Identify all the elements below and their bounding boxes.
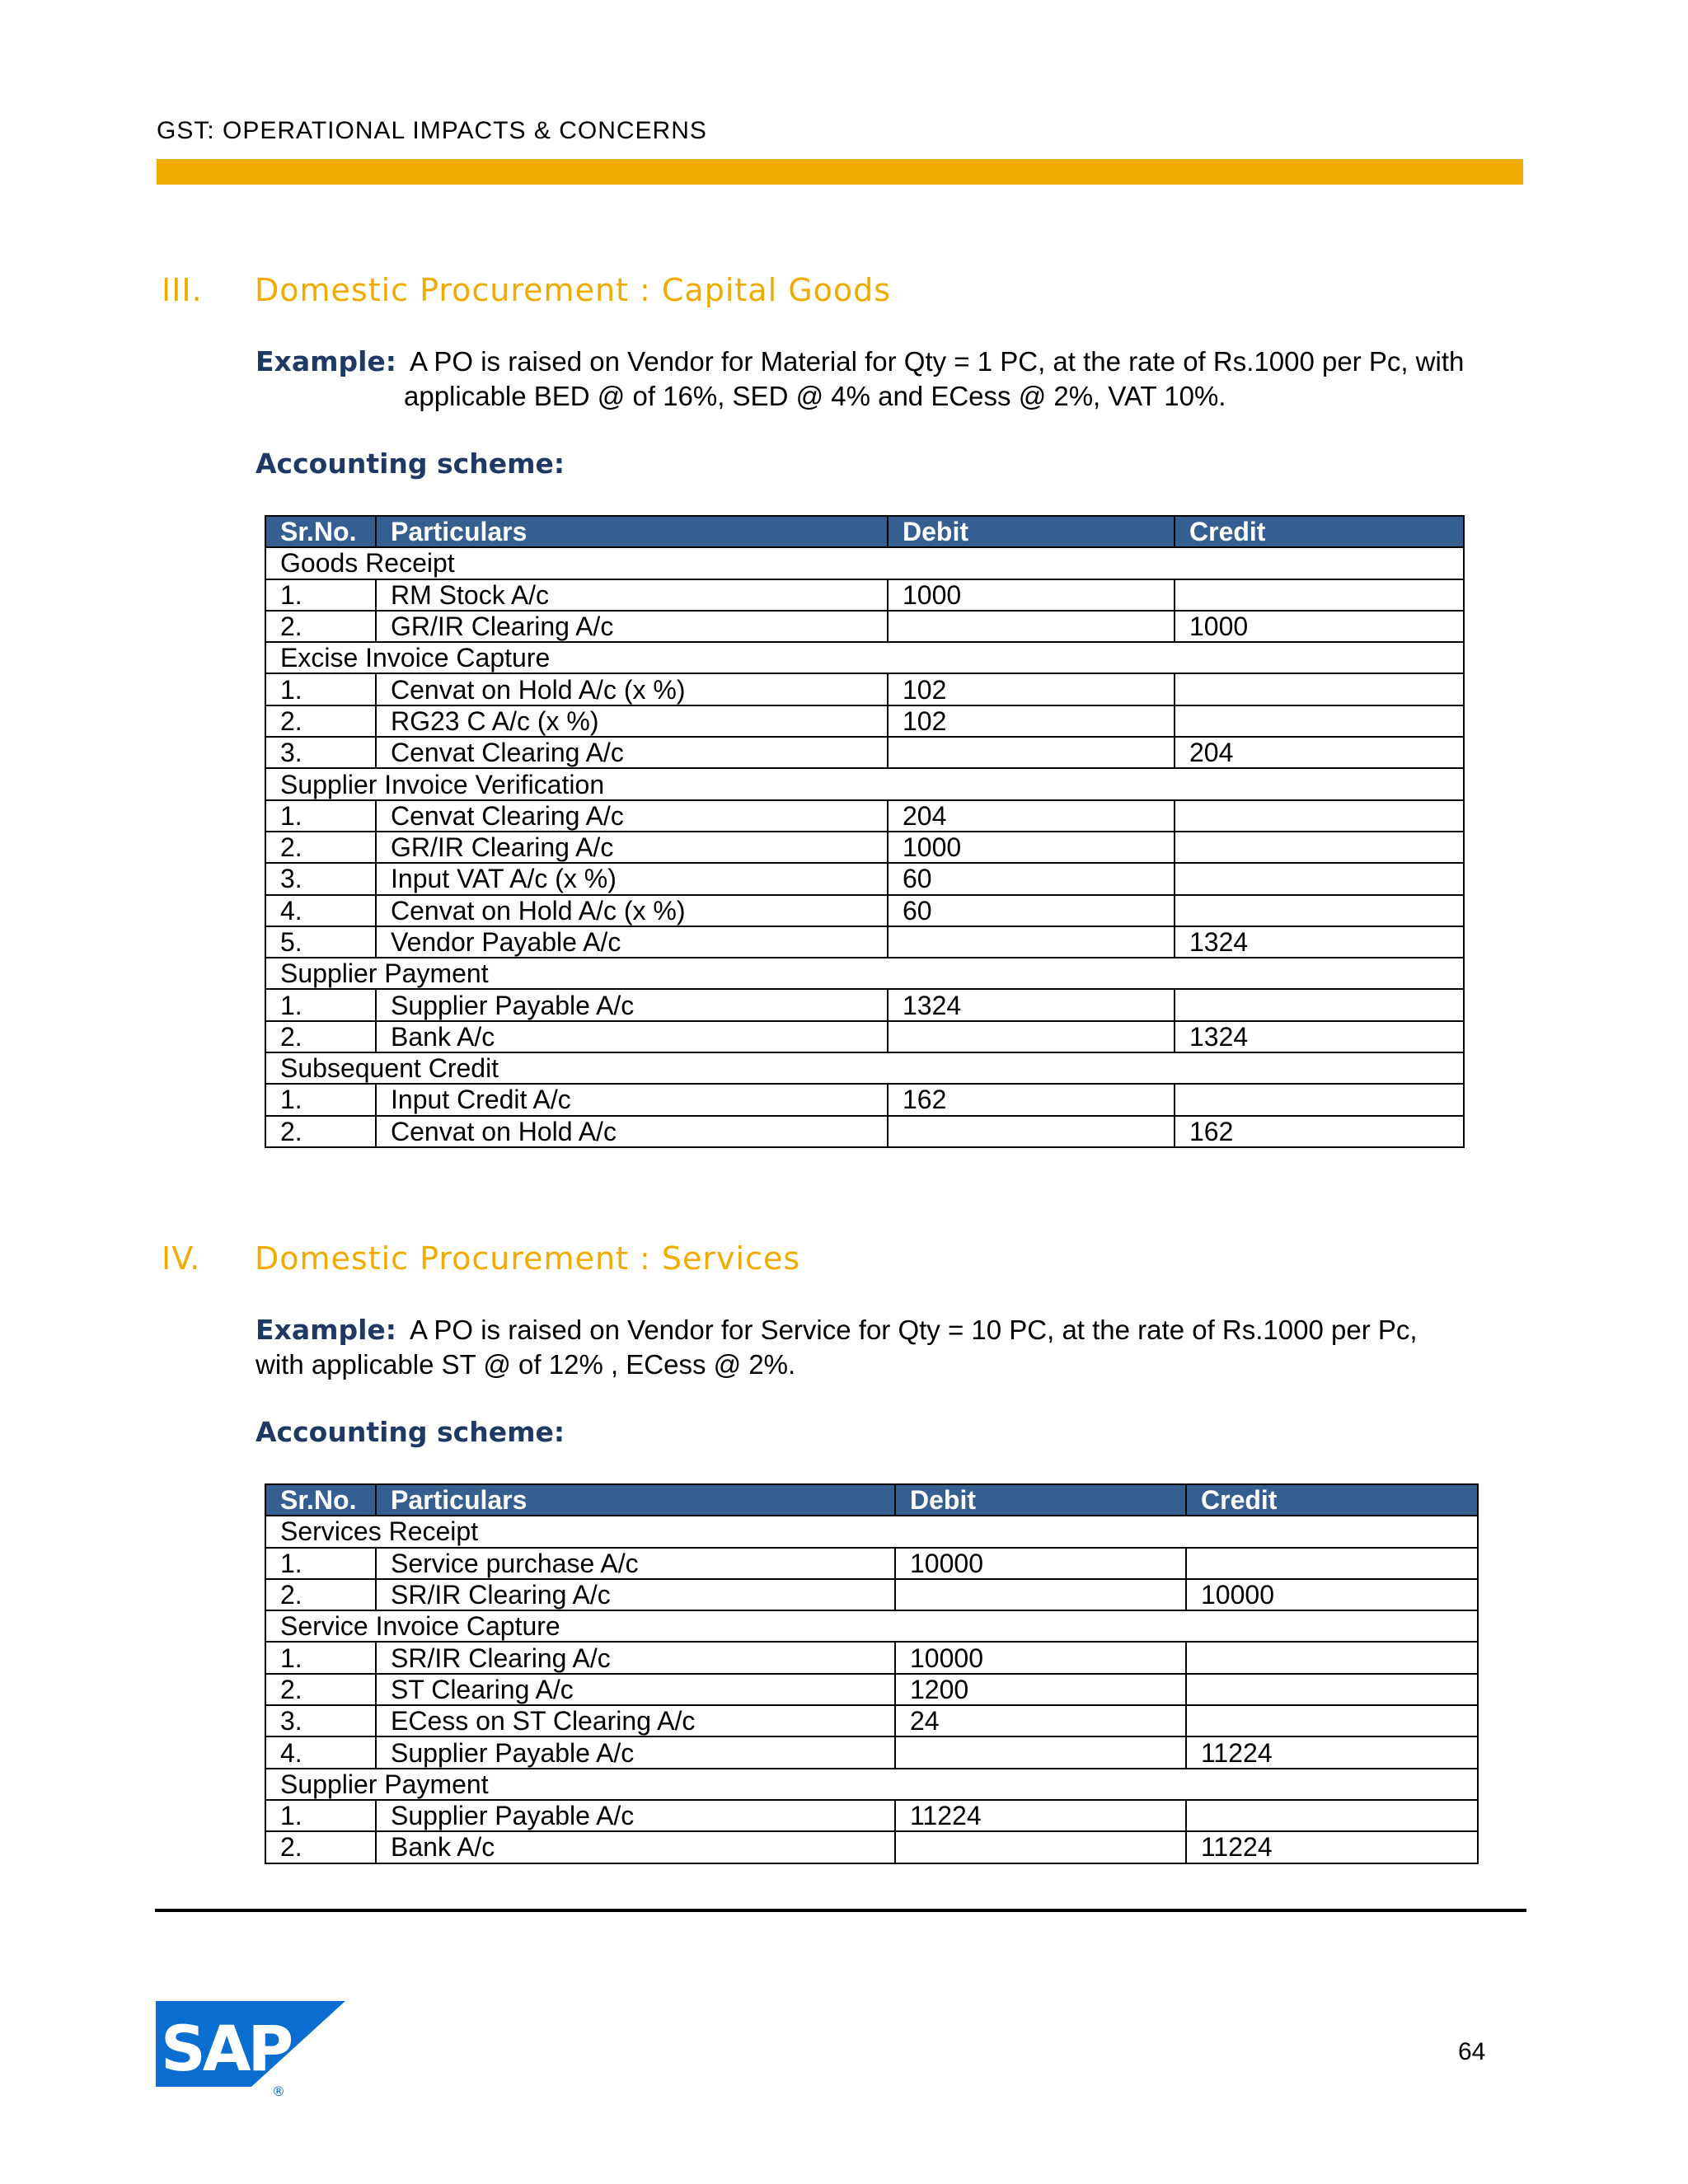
table-row: [265, 705, 1464, 737]
cell-sr-no: 1.: [265, 673, 376, 705]
table-group-row: [265, 1052, 1464, 1084]
cell-credit: [1186, 1800, 1478, 1831]
table-row: [265, 579, 1464, 611]
cell-particulars: Cenvat Clearing A/c: [376, 800, 888, 832]
cell-credit: 162: [1175, 1116, 1464, 1147]
cell-sr-no: 2.: [265, 611, 376, 642]
cell-credit: 11224: [1186, 1736, 1478, 1768]
table-row: [265, 1116, 1464, 1147]
cell-debit: [888, 926, 1175, 958]
cell-debit: 60: [888, 895, 1175, 926]
footer-rule: [155, 1909, 1526, 1912]
cell-particulars: Vendor Payable A/c: [376, 926, 888, 958]
cell-credit: [1186, 1674, 1478, 1705]
accounting-scheme-label: Accounting scheme:: [256, 1416, 565, 1448]
cell-credit: 10000: [1186, 1579, 1478, 1610]
cell-credit: [1175, 579, 1464, 611]
cell-debit: [895, 1831, 1186, 1863]
table-header-row: [265, 1484, 1478, 1516]
group-label: Supplier Payment: [265, 1769, 1478, 1800]
cell-debit: 60: [888, 863, 1175, 894]
accounting-table-services: [265, 1483, 1479, 1864]
cell-credit: [1186, 1548, 1478, 1579]
cell-sr-no: 5.: [265, 926, 376, 958]
table-row: [265, 1705, 1478, 1736]
group-label: Supplier Payment: [265, 958, 1464, 989]
table-row: [265, 737, 1464, 768]
table-header-row: [265, 516, 1464, 547]
sap-logo: [156, 2001, 345, 2097]
section-title: Domestic Procurement : Services: [255, 1240, 801, 1277]
table-group-row: [265, 642, 1464, 673]
section-number: IV.: [162, 1240, 201, 1277]
cell-particulars: Bank A/c: [376, 1021, 888, 1052]
table-row: [265, 989, 1464, 1020]
cell-debit: 1000: [888, 832, 1175, 863]
cell-debit: 1200: [895, 1674, 1186, 1705]
cell-particulars: SR/IR Clearing A/c: [376, 1579, 895, 1610]
cell-credit: [1186, 1642, 1478, 1673]
example-label: Example:: [256, 345, 396, 377]
cell-particulars: ECess on ST Clearing A/c: [376, 1705, 895, 1736]
cell-sr-no: 2.: [265, 832, 376, 863]
table-row: [265, 863, 1464, 894]
section-title: Domestic Procurement : Capital Goods: [255, 272, 892, 308]
cell-particulars: Supplier Payable A/c: [376, 989, 888, 1020]
example-line-2: applicable BED @ of 16%, SED @ 4% and ECess @ 2%, VAT 10%.: [404, 381, 1226, 411]
cell-credit: 1000: [1175, 611, 1464, 642]
cell-sr-no: 1.: [265, 989, 376, 1020]
header-sr-no: Sr.No.: [265, 1484, 376, 1516]
cell-sr-no: 2.: [265, 1831, 376, 1863]
cell-sr-no: 4.: [265, 1736, 376, 1768]
accounting-table-capital-goods: [265, 515, 1465, 1148]
cell-sr-no: 1.: [265, 1800, 376, 1831]
table-row: [265, 673, 1464, 705]
cell-credit: [1186, 1705, 1478, 1736]
cell-debit: [888, 1116, 1175, 1147]
cell-particulars: Input Credit A/c: [376, 1084, 888, 1115]
group-label: Excise Invoice Capture: [265, 642, 1464, 673]
section-heading-services: [162, 1240, 800, 1277]
cell-particulars: GR/IR Clearing A/c: [376, 611, 888, 642]
cell-debit: [888, 611, 1175, 642]
header-particulars: Particulars: [376, 1484, 895, 1516]
header-debit: Debit: [888, 516, 1175, 547]
group-label: Goods Receipt: [265, 547, 1464, 579]
cell-particulars: RG23 C A/c (x %): [376, 705, 888, 737]
section-number: III.: [162, 272, 203, 308]
cell-credit: [1175, 989, 1464, 1020]
cell-sr-no: 1.: [265, 1642, 376, 1673]
cell-debit: 1324: [888, 989, 1175, 1020]
table-row: [265, 1084, 1464, 1115]
cell-debit: 10000: [895, 1548, 1186, 1579]
cell-sr-no: 3.: [265, 863, 376, 894]
table-row: [265, 1548, 1478, 1579]
cell-particulars: Cenvat on Hold A/c (x %): [376, 895, 888, 926]
group-label: Service Invoice Capture: [265, 1610, 1478, 1642]
cell-sr-no: 1.: [265, 1084, 376, 1115]
cell-debit: [888, 737, 1175, 768]
example-label: Example:: [256, 1314, 396, 1346]
cell-sr-no: 2.: [265, 1579, 376, 1610]
cell-credit: 11224: [1186, 1831, 1478, 1863]
cell-credit: [1175, 705, 1464, 737]
cell-particulars: RM Stock A/c: [376, 579, 888, 611]
table-row: [265, 1736, 1478, 1768]
header-sr-no: Sr.No.: [265, 516, 376, 547]
accounting-scheme-label: Accounting scheme:: [256, 448, 565, 480]
page-number: 64: [1458, 2038, 1486, 2065]
table-group-row: [265, 547, 1464, 579]
example-line-1: [256, 1313, 1418, 1347]
cell-debit: 102: [888, 705, 1175, 737]
group-label: Services Receipt: [265, 1516, 1478, 1547]
running-header: GST: OPERATIONAL IMPACTS & CONCERNS: [157, 117, 707, 144]
group-label: Subsequent Credit: [265, 1052, 1464, 1084]
table-row: [265, 895, 1464, 926]
cell-particulars: ST Clearing A/c: [376, 1674, 895, 1705]
table-row: [265, 1021, 1464, 1052]
cell-credit: [1175, 832, 1464, 863]
example-line-2: with applicable ST @ of 12% , ECess @ 2%.: [256, 1349, 796, 1380]
cell-credit: [1175, 895, 1464, 926]
cell-debit: 102: [888, 673, 1175, 705]
cell-debit: 11224: [895, 1800, 1186, 1831]
cell-sr-no: 3.: [265, 1705, 376, 1736]
cell-particulars: Input VAT A/c (x %): [376, 863, 888, 894]
cell-sr-no: 4.: [265, 895, 376, 926]
cell-sr-no: 1.: [265, 800, 376, 832]
cell-debit: 162: [888, 1084, 1175, 1115]
header-accent-bar: [157, 159, 1523, 185]
cell-particulars: Cenvat on Hold A/c: [376, 1116, 888, 1147]
cell-credit: [1175, 673, 1464, 705]
table-row: [265, 1642, 1478, 1673]
table-group-row: [265, 1769, 1478, 1800]
cell-sr-no: 1.: [265, 1548, 376, 1579]
cell-sr-no: 3.: [265, 737, 376, 768]
table-group-row: [265, 1516, 1478, 1547]
table-row: [265, 1579, 1478, 1610]
sap-logo-text: SAP: [161, 2012, 291, 2085]
cell-particulars: SR/IR Clearing A/c: [376, 1642, 895, 1673]
cell-sr-no: 2.: [265, 705, 376, 737]
cell-debit: 10000: [895, 1642, 1186, 1673]
cell-particulars: Supplier Payable A/c: [376, 1736, 895, 1768]
registered-mark: ®: [272, 2083, 285, 2097]
cell-particulars: Cenvat on Hold A/c (x %): [376, 673, 888, 705]
table-row: [265, 1831, 1478, 1863]
table-row: [265, 800, 1464, 832]
cell-sr-no: 1.: [265, 579, 376, 611]
table-group-row: [265, 768, 1464, 799]
cell-sr-no: 2.: [265, 1674, 376, 1705]
cell-credit: [1175, 800, 1464, 832]
cell-debit: 204: [888, 800, 1175, 832]
table-group-row: [265, 1610, 1478, 1642]
cell-particulars: GR/IR Clearing A/c: [376, 832, 888, 863]
cell-debit: 24: [895, 1705, 1186, 1736]
cell-debit: 1000: [888, 579, 1175, 611]
table-row: [265, 1674, 1478, 1705]
cell-particulars: Bank A/c: [376, 1831, 895, 1863]
cell-credit: [1175, 1084, 1464, 1115]
table-group-row: [265, 958, 1464, 989]
cell-particulars: Service purchase A/c: [376, 1548, 895, 1579]
example-line-1: [256, 344, 1464, 379]
header-debit: Debit: [895, 1484, 1186, 1516]
table-row: [265, 832, 1464, 863]
cell-credit: [1175, 863, 1464, 894]
cell-sr-no: 2.: [265, 1116, 376, 1147]
cell-credit: 1324: [1175, 926, 1464, 958]
example-text-1: A PO is raised on Vendor for Service for Qty = 10 PC, at the rate of Rs.1000 per Pc,: [410, 1315, 1418, 1345]
cell-credit: 204: [1175, 737, 1464, 768]
header-credit: Credit: [1175, 516, 1464, 547]
table-row: [265, 1800, 1478, 1831]
header-particulars: Particulars: [376, 516, 888, 547]
cell-debit: [895, 1579, 1186, 1610]
section-heading-capital-goods: [162, 272, 891, 308]
header-credit: Credit: [1186, 1484, 1478, 1516]
cell-debit: [888, 1021, 1175, 1052]
table-row: [265, 926, 1464, 958]
cell-debit: [895, 1736, 1186, 1768]
group-label: Supplier Invoice Verification: [265, 768, 1464, 799]
example-paragraph-capital-goods: [256, 344, 1464, 414]
table-row: [265, 611, 1464, 642]
cell-credit: 1324: [1175, 1021, 1464, 1052]
cell-sr-no: 2.: [265, 1021, 376, 1052]
cell-particulars: Cenvat Clearing A/c: [376, 737, 888, 768]
example-paragraph-services: [256, 1313, 1418, 1382]
example-text-1: A PO is raised on Vendor for Material for Qty = 1 PC, at the rate of Rs.1000 per Pc, with: [410, 346, 1465, 377]
cell-particulars: Supplier Payable A/c: [376, 1800, 895, 1831]
